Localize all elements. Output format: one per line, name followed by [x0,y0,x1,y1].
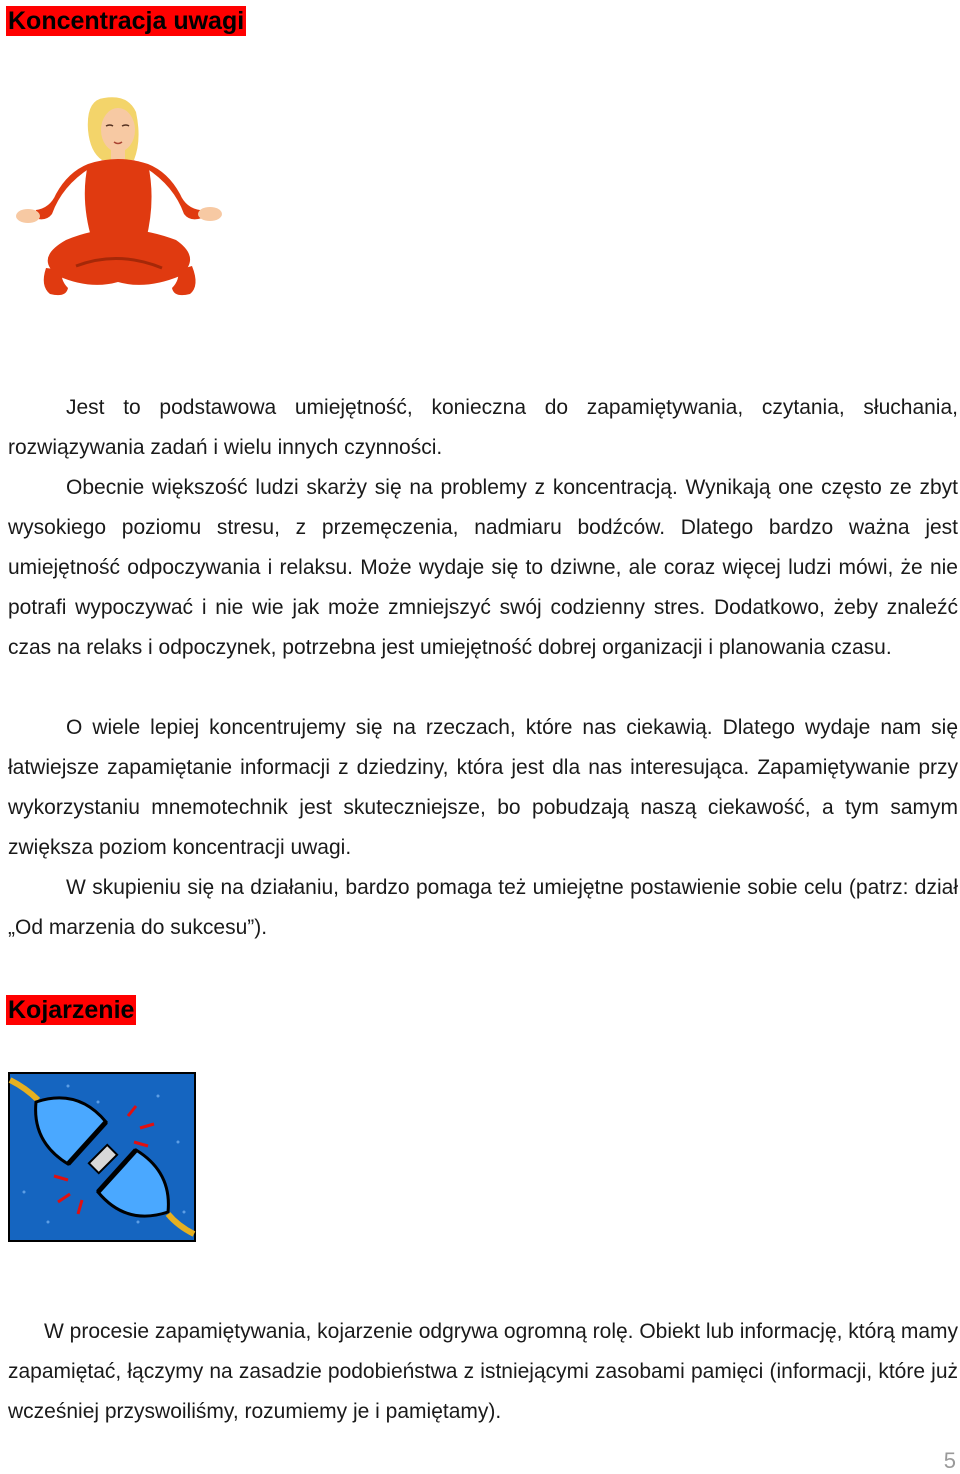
paragraph: O wiele lepiej koncentrujemy się na rzeczach, które nas ciekawią. Dlatego wydaje nam się łatwiejsze zapamiętanie informacji z dziedziny, która jest dla nas interesująca. Zapamiętywanie przy wykorzystaniu mnemotechnik jest skuteczniejsze, bo pobudzają naszą ciekawość, a tym samym zwiększa poziom koncentracji uwagi. [8,716,958,859]
plug-socket-image [8,1072,196,1242]
paragraph: Jest to podstawowa umiejętność, konieczna do zapamiętywania, czytania, słuchania, rozwiązywania zadań i wielu innych czynności. [8,396,958,459]
page-number: 5 [943,1448,956,1473]
meditating-woman-image [6,90,238,322]
section-heading-kojarzenie: Kojarzenie [8,996,135,1024]
paragraph: W procesie zapamiętywania, kojarzenie odgrywa ogromną rolę. Obiekt lub informację, którą mamy zapamiętać, łączymy na zasadzie podobieństwa z istniejącymi zasobami pamięci (informacji, które już wcześniej przyswoiliśmy, rozumiemy je i pamiętamy). [8,1320,958,1423]
paragraph: W skupieniu się na działaniu, bardzo pomaga też umiejętne postawienie sobie celu (patrz: dział „Od marzenia do sukcesu”). [8,876,958,939]
section-heading-koncentracja: Koncentracja uwagi [8,7,245,35]
paragraph: Obecnie większość ludzi skarży się na problemy z koncentracją. Wynikają one często ze zbyt wysokiego poziomu stresu, z przemęczenia, nadmiaru bodźców. Dlatego bardzo ważna jest umiejętność odpoczywania i relaksu. Może wydaje się to dziwne, ale coraz więcej ludzi mówi, że nie potrafi wypoczywać i nie wie jak może zmniejszyć swój codzienny stres. Dodatkowo, żeby znaleźć czas na relaks i odpoczynek, potrzebna jest umiejętność dobrej organizacji i planowania czasu. [8,476,958,659]
